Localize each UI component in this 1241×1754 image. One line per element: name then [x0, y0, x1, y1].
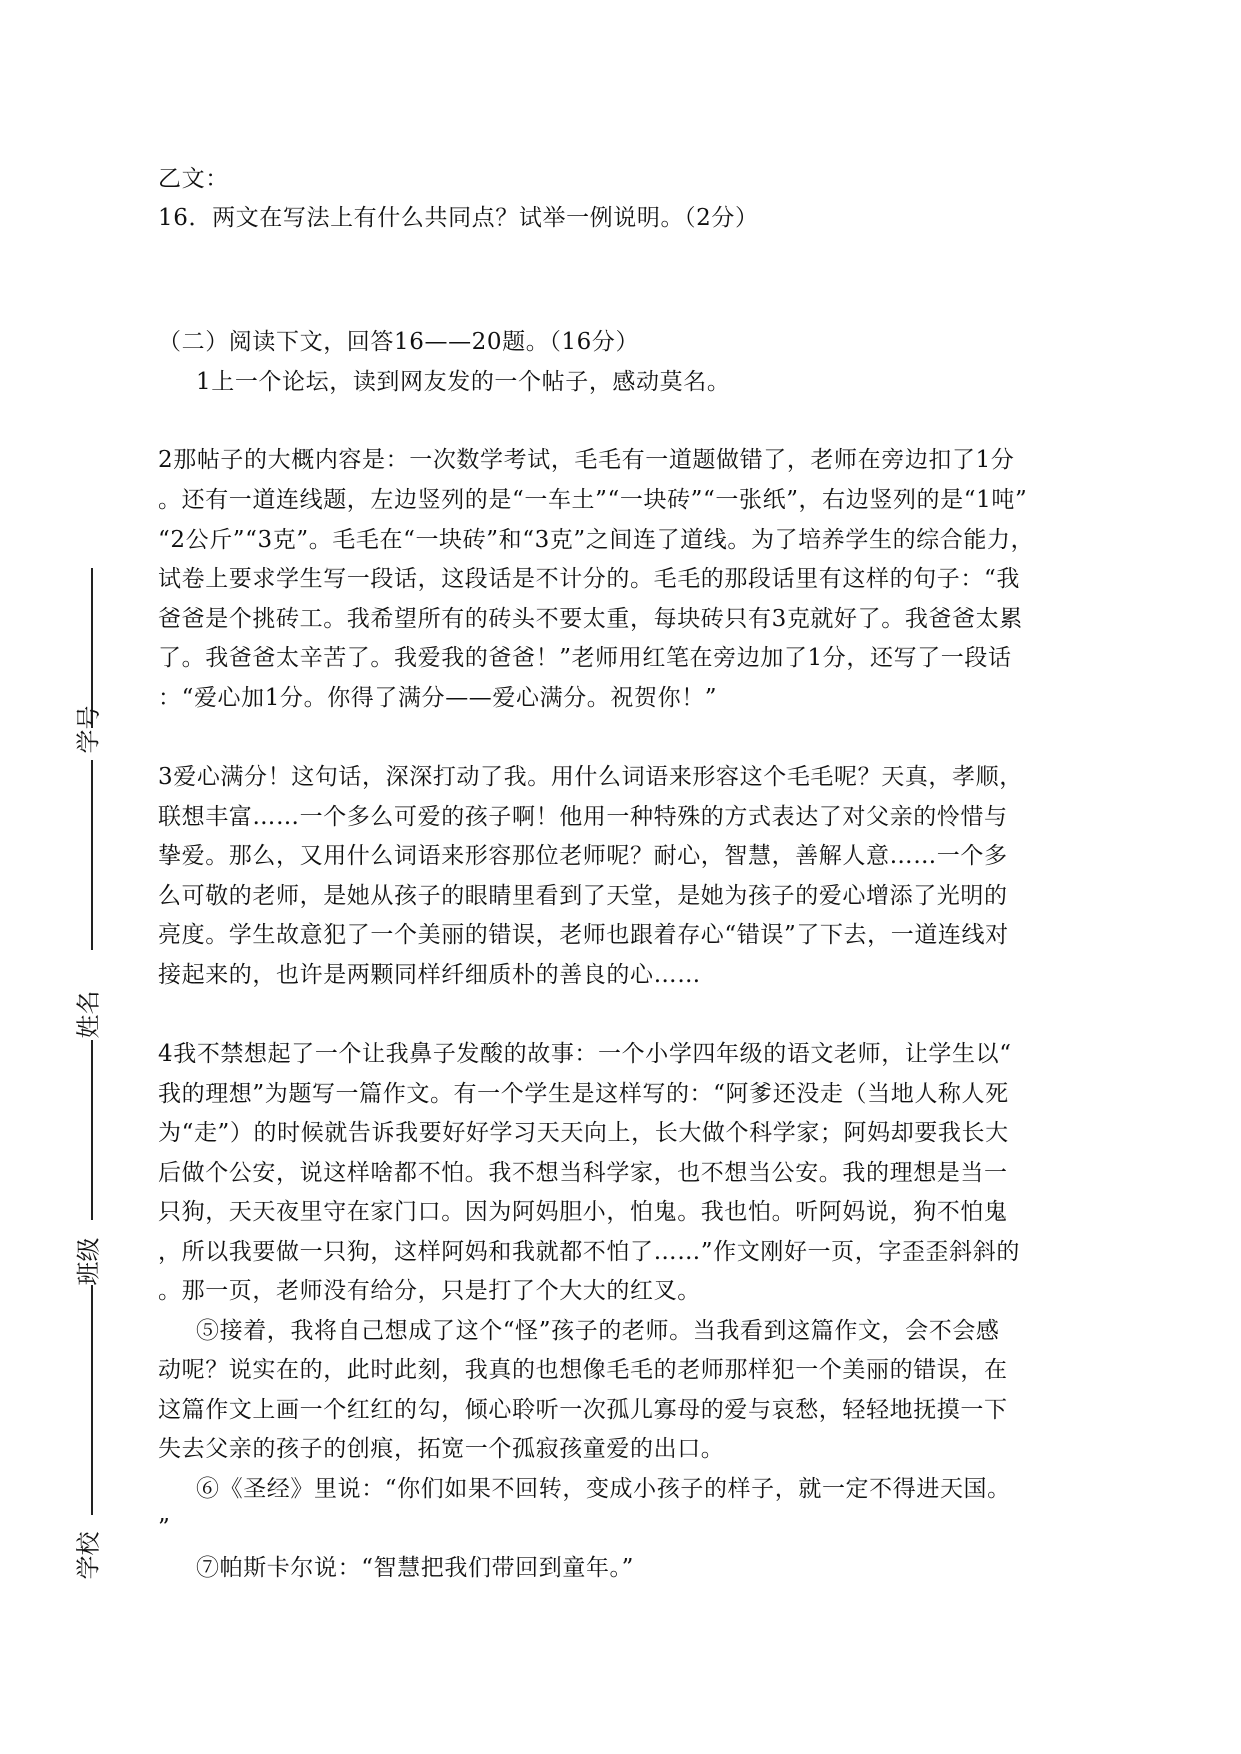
binding-line	[91, 1040, 93, 1220]
question-16: 16．两文在写法上有什么共同点？试举一例说明。（2分）	[158, 205, 759, 231]
paragraph-6-line: ⑥《圣经》里说：“你们如果不回转，变成小孩子的样子，就一定不得进天国。	[196, 1476, 1011, 1502]
paragraph-4-line: 我的理想”为题写一篇作文。有一个学生是这样写的：“阿爹还没走（当地人称人死	[158, 1081, 1009, 1107]
paragraph-6-line: ”	[158, 1515, 171, 1541]
paragraph-5-line: ⑤接着，我将自己想成了这个“怪”孩子的老师。当我看到这篇作文，会不会感	[196, 1318, 1000, 1344]
paragraph-5-line: 失去父亲的孩子的创痕，拓宽一个孤寂孩童爱的出口。	[158, 1436, 725, 1462]
paragraph-4-line: 后做个公安，说这样啥都不怕。我不想当科学家，也不想当公安。我的理想是当一	[158, 1160, 1008, 1186]
paragraph-2-line: 了。我爸爸太辛苦了。我爱我的爸爸！”老师用红笔在旁边加了1分，还写了一段话	[158, 645, 1012, 671]
paragraph-2-line: 2那帖子的大概内容是：一次数学考试，毛毛有一道题做错了，老师在旁边扣了1分	[158, 447, 1015, 473]
paragraph-7: ⑦帕斯卡尔说：“智慧把我们带回到童年。”	[196, 1555, 635, 1581]
binding-line	[91, 760, 93, 950]
paragraph-5-line: 这篇作文上画一个红红的勾，倾心聆听一次孤儿寡母的爱与哀愁，轻轻地抚摸一下	[158, 1397, 1008, 1423]
section-title: （二）阅读下文，回答16——20题。（16分）	[158, 329, 640, 355]
paragraph-4-line: 只狗，天天夜里守在家门口。因为阿妈胆小，怕鬼。我也怕。听阿妈说，狗不怕鬼	[158, 1199, 1008, 1225]
yiwen-label: 乙文：	[158, 166, 229, 192]
paragraph-3-line: 接起来的，也许是两颗同样纤细质朴的善良的心……	[158, 962, 701, 988]
binding-line	[91, 1285, 93, 1515]
paragraph-3-line: 亮度。学生故意犯了一个美丽的错误，老师也跟着存心“错误”了下去，一道连线对	[158, 922, 1009, 948]
paragraph-2-line: 。还有一道连线题，左边竖列的是“一车土”“一块砖”“一张纸”，右边竖列的是“1吨”	[158, 487, 1028, 513]
binding-label-xuehao: 学号	[74, 705, 103, 754]
binding-label-xuexiao: 学校	[74, 1531, 103, 1580]
paragraph-2-line: 爸爸是个挑砖工。我希望所有的砖头不要太重，每块砖只有3克就好了。我爸爸太累	[158, 606, 1023, 632]
binding-label-banji: 班级	[74, 1237, 103, 1286]
paragraph-4-line: 为“走”）的时候就告诉我要好好学习天天向上，长大做个科学家；阿妈却要我长大	[158, 1120, 1009, 1146]
paragraph-4-line: 4我不禁想起了一个让我鼻子发酸的故事：一个小学四年级的语文老师，让学生以“	[158, 1041, 1012, 1067]
paragraph-2-line: 试卷上要求学生写一段话，这段话是不计分的。毛毛的那段话里有这样的句子：“我	[158, 566, 1020, 592]
paragraph-3-line: 挚爱。那么，又用什么词语来形容那位老师呢？耐心，智慧，善解人意……一个多	[158, 843, 1008, 869]
paragraph-4-line: 。那一页，老师没有给分，只是打了个大大的红叉。	[158, 1278, 701, 1304]
binding-line	[91, 568, 93, 728]
paragraph-2-line: ：“爱心加1分。你得了满分——爱心满分。祝贺你！”	[158, 685, 718, 711]
paragraph-3-line: 么可敬的老师，是她从孩子的眼睛里看到了天堂，是她为孩子的爱心增添了光明的	[158, 883, 1008, 909]
binding-label-xingming: 姓名	[74, 990, 103, 1039]
paragraph-3-line: 联想丰富……一个多么可爱的孩子啊！他用一种特殊的方式表达了对父亲的怜惜与	[158, 804, 1008, 830]
paragraph-5-line: 动呢？说实在的，此时此刻，我真的也想像毛毛的老师那样犯一个美丽的错误，在	[158, 1357, 1008, 1383]
paragraph-4-line: ，所以我要做一只狗，这样阿妈和我就都不怕了……”作文刚好一页，字歪歪斜斜的	[158, 1239, 1020, 1265]
paragraph-1: 1上一个论坛，读到网友发的一个帖子，感动莫名。	[196, 369, 731, 395]
paragraph-2-line: “2公斤”“3克”。毛毛在“一块砖”和“3克”之间连了道线。为了培养学生的综合能力，	[158, 527, 1035, 553]
paragraph-3-line: 3爱心满分！这句话，深深打动了我。用什么词语来形容这个毛毛呢？天真，孝顺，	[158, 764, 1023, 790]
